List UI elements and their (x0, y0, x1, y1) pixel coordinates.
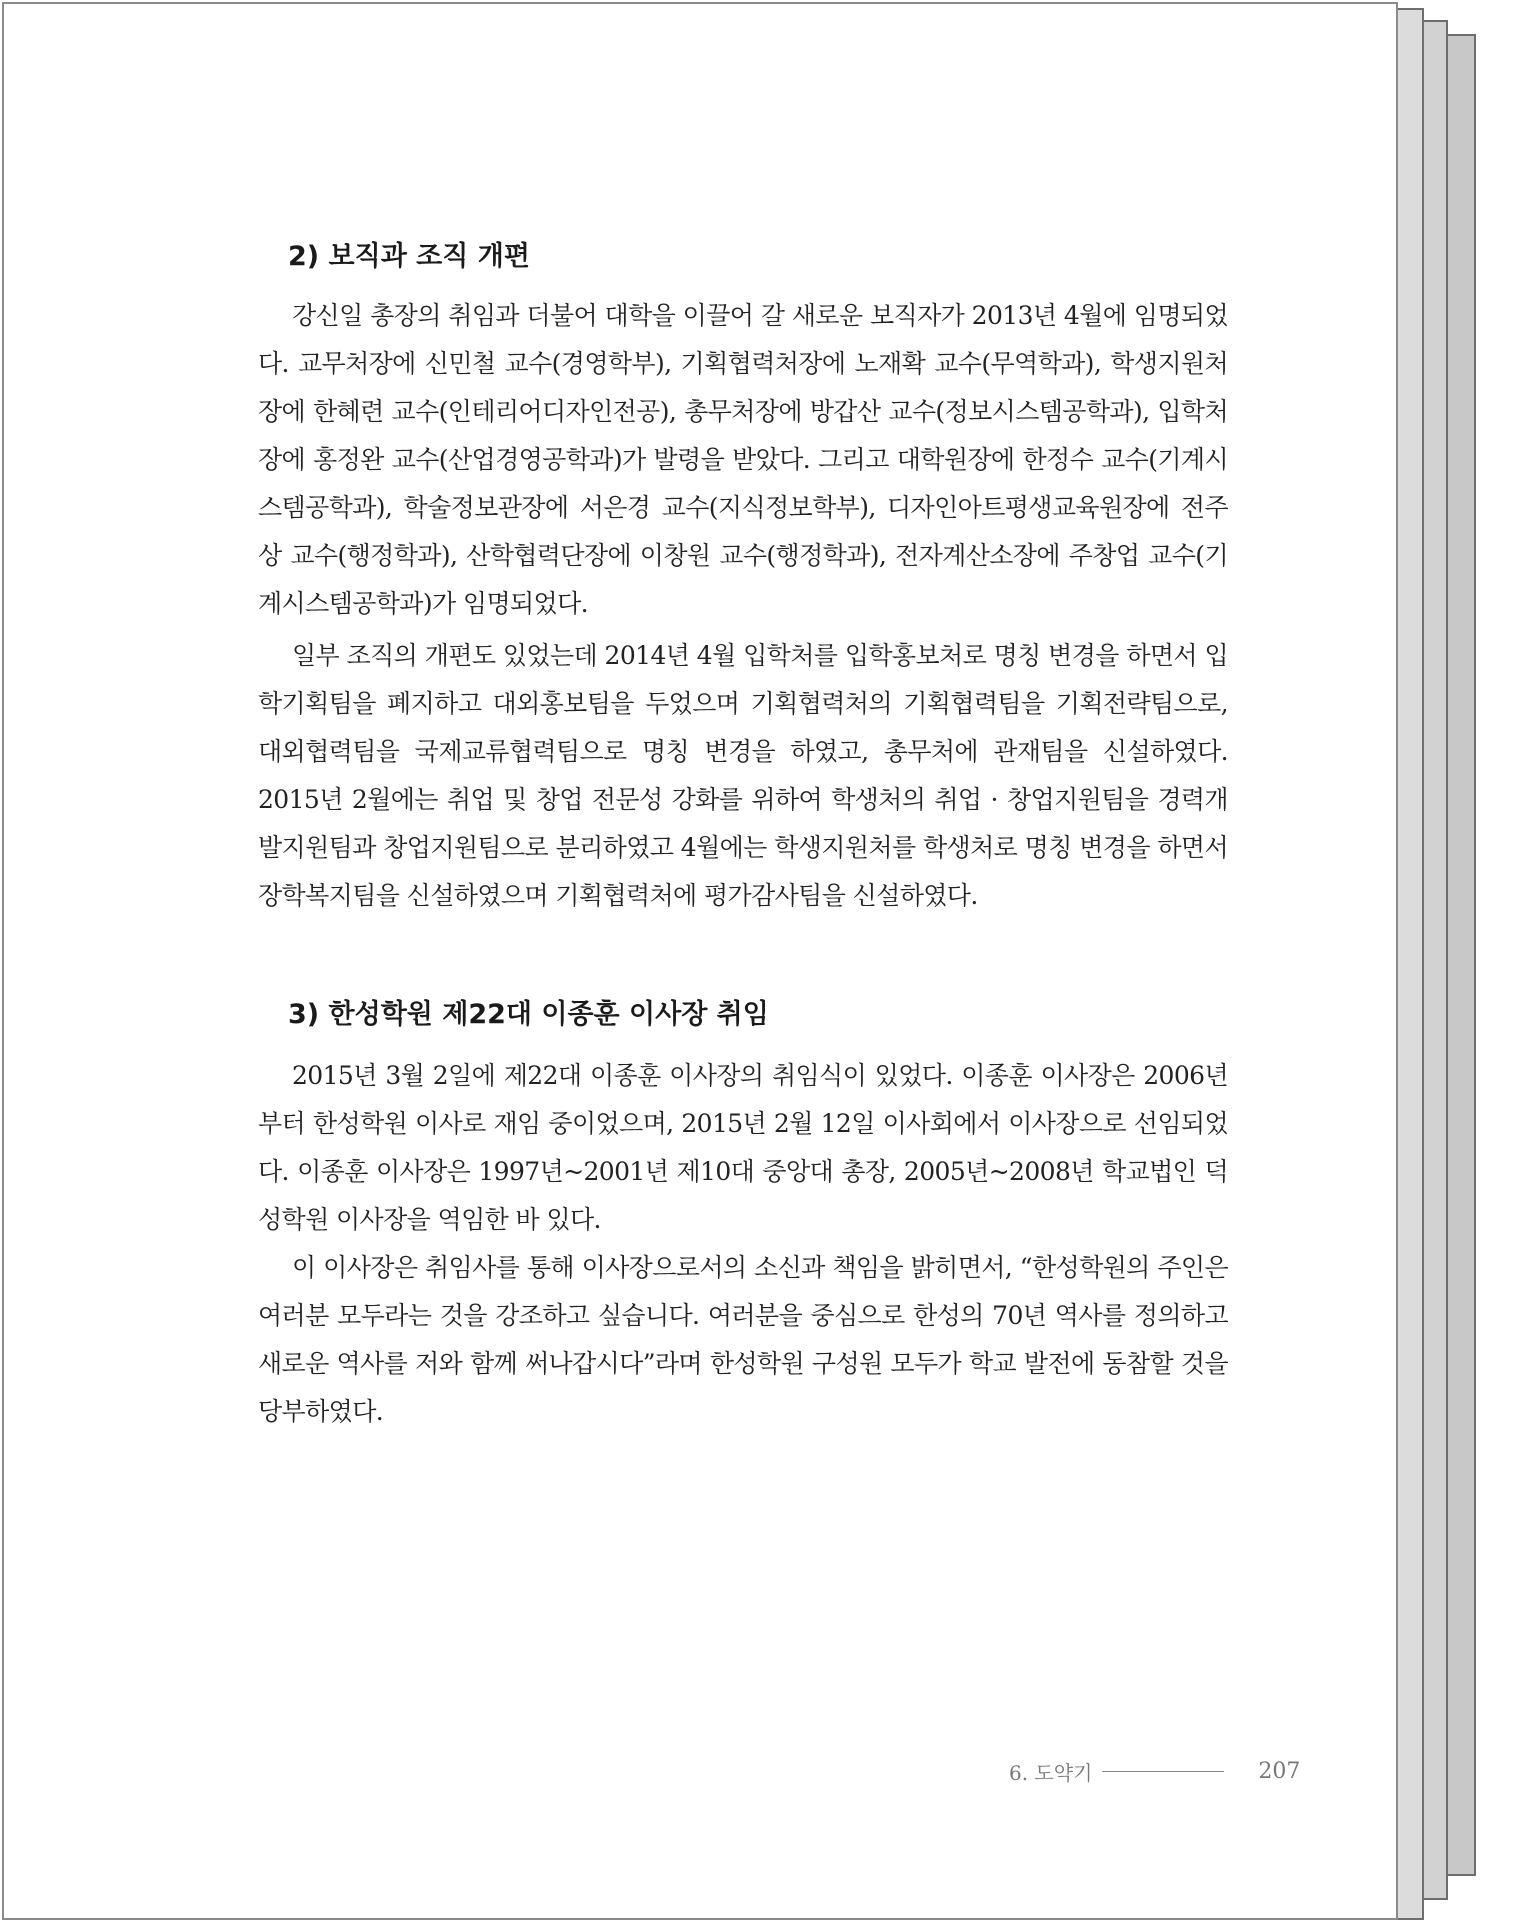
section-heading: 3) 한성학원 제22대 이종훈 이사장 취임 (288, 999, 769, 1030)
footer-divider (1102, 1771, 1224, 1772)
paragraph: 2015년 3월 2일에 제22대 이종훈 이사장의 취임식이 있었다. 이종훈 이사장은 2006년부터 한성학원 이사로 재임 중이었으며, 2015년 2월 12일 이사회에서 이사장으로 선임되었다. 이종훈 이사장은 1997년~2001년 제10대 중앙대 총장, 2005년~2008년 학교법인 덕성학원 이사장을 역임한 바 있다. (258, 1061, 1228, 1234)
section-heading: 2) 보직과 조직 개편 (288, 241, 530, 272)
page-number: 207 (1258, 1758, 1301, 1784)
paragraph: 강신일 총장의 취임과 더불어 대학을 이끌어 갈 새로운 보직자가 2013년 4월에 임명되었다. 교무처장에 신민철 교수(경영학부), 기획협력처장에 노재확 교수(무역학과), 학생지원처장에 한혜련 교수(인테리어디자인전공), 총무처장에 방갑산 교수(정보시스템공학과), 입학처장에 홍정완 교수(산업경영공학과)가 발령을 받았다. 그리고 대학원장에 한정수 교수(기계시스템공학과), 학술정보관장에 서은경 교수(지식정보학부), 디자인아트평생교육원장에 전주상 교수(행정학과), 산학협력단장에 이창원 교수(행정학과), 전자계산소장에 주창업 교수(기계시스템공학과)가 임명되었다. (258, 301, 1228, 618)
chapter-label: 6. 도약기 (1009, 1760, 1093, 1785)
paragraph: 이 이사장은 취임사를 통해 이사장으로서의 소신과 책임을 밝히면서, “한성학원의 주인은 여러분 모두라는 것을 강조하고 싶습니다. 여러분을 중심으로 한성의 70년 역사를 정의하고 새로운 역사를 저와 함께 써나갑시다”라며 한성학원 구성원 모두가 학교 발전에 동참할 것을 당부하였다. (258, 1253, 1228, 1426)
paragraph: 일부 조직의 개편도 있었는데 2014년 4월 입학처를 입학홍보처로 명칭 변경을 하면서 입학기획팀을 폐지하고 대외홍보팀을 두었으며 기획협력처의 기획협력팀을 기획전략팀으로, 대외협력팀을 국제교류협력팀으로 명칭 변경을 하였고, 총무처에 관재팀을 신설하였다. 2015년 2월에는 취업 및 창업 전문성 강화를 위하여 학생처의 취업 · 창업지원팀을 경력개발지원팀과 창업지원팀으로 분리하였고 4월에는 학생지원처를 학생처로 명칭 변경을 하면서 장학복지팀을 신설하였으며 기획협력처에 평가감사팀을 신설하였다. (258, 641, 1228, 910)
page-footer (1009, 1756, 1300, 1786)
book-page (2, 2, 1398, 1920)
